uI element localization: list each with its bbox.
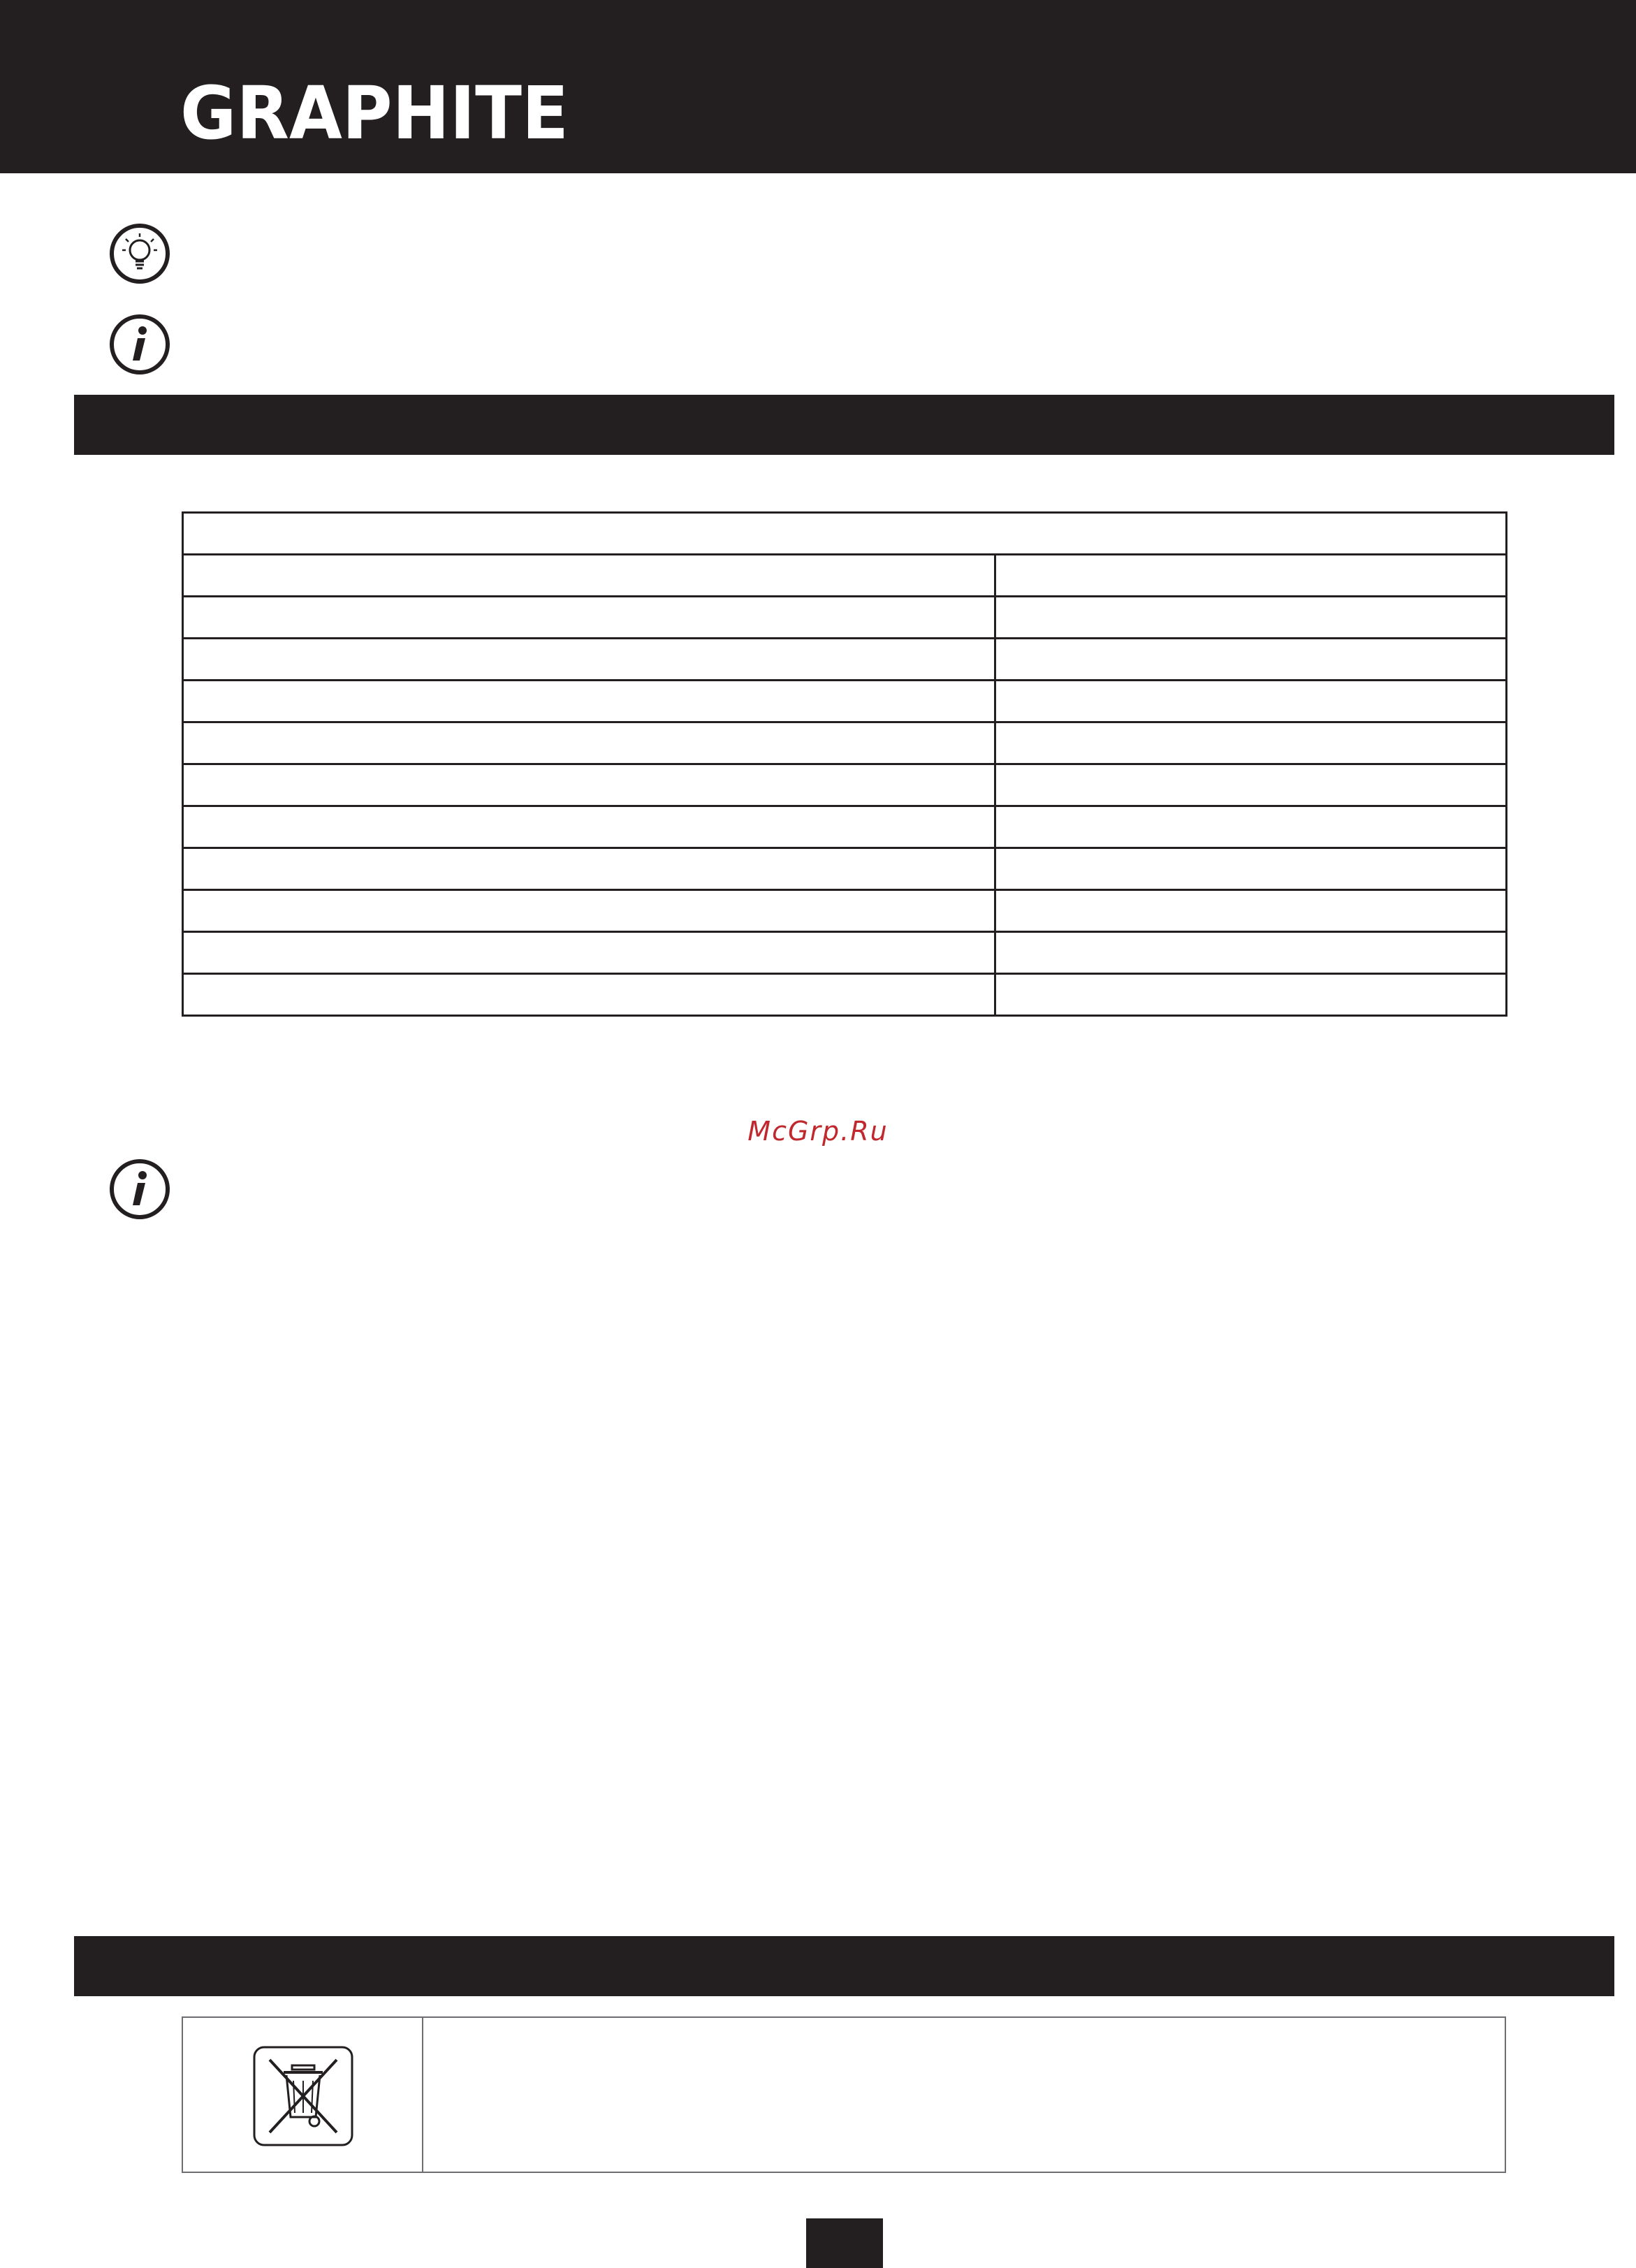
disposal-icon-cell (183, 2018, 423, 2172)
param-cell (183, 597, 995, 639)
value-cell (995, 555, 1507, 597)
crossed-out-wheelie-bin-icon (253, 2046, 353, 2146)
table-row (183, 974, 1507, 1016)
specifications-table (182, 511, 1507, 1017)
section-bar-disposal (74, 1936, 1614, 1996)
table-row (183, 890, 1507, 932)
value-cell (995, 806, 1507, 848)
param-cell (183, 890, 995, 932)
param-cell (183, 764, 995, 806)
info-icon (108, 313, 171, 376)
value-cell (995, 764, 1507, 806)
lightbulb-icon (108, 222, 171, 285)
table-row (183, 764, 1507, 806)
param-cell (183, 722, 995, 764)
value-cell (995, 639, 1507, 681)
table-row (183, 639, 1507, 681)
value-cell (995, 597, 1507, 639)
param-cell (183, 806, 995, 848)
table-header-row (183, 513, 1507, 555)
value-cell (995, 848, 1507, 890)
table-row (183, 932, 1507, 974)
param-cell (183, 639, 995, 681)
value-cell (995, 890, 1507, 932)
page-number (806, 2218, 883, 2268)
table-row (183, 555, 1507, 597)
table-header-cell (183, 513, 1507, 555)
param-cell (183, 974, 995, 1016)
param-cell (183, 681, 995, 722)
value-cell (995, 681, 1507, 722)
table-row (183, 848, 1507, 890)
value-cell (995, 974, 1507, 1016)
param-cell (183, 932, 995, 974)
info-icon (108, 1158, 171, 1221)
table-row (183, 722, 1507, 764)
watermark-text: McGrp.Ru (747, 1116, 889, 1147)
value-cell (995, 722, 1507, 764)
svg-text:GRAPHITE: GRAPHITE (180, 77, 569, 147)
param-cell (183, 848, 995, 890)
table-row (183, 806, 1507, 848)
section-bar-specifications (74, 395, 1614, 455)
value-cell (995, 932, 1507, 974)
table-row (183, 681, 1507, 722)
graphite-logo (180, 77, 571, 147)
table-row (183, 597, 1507, 639)
param-cell (183, 555, 995, 597)
disposal-box (182, 2016, 1506, 2173)
header-band (0, 0, 1636, 173)
